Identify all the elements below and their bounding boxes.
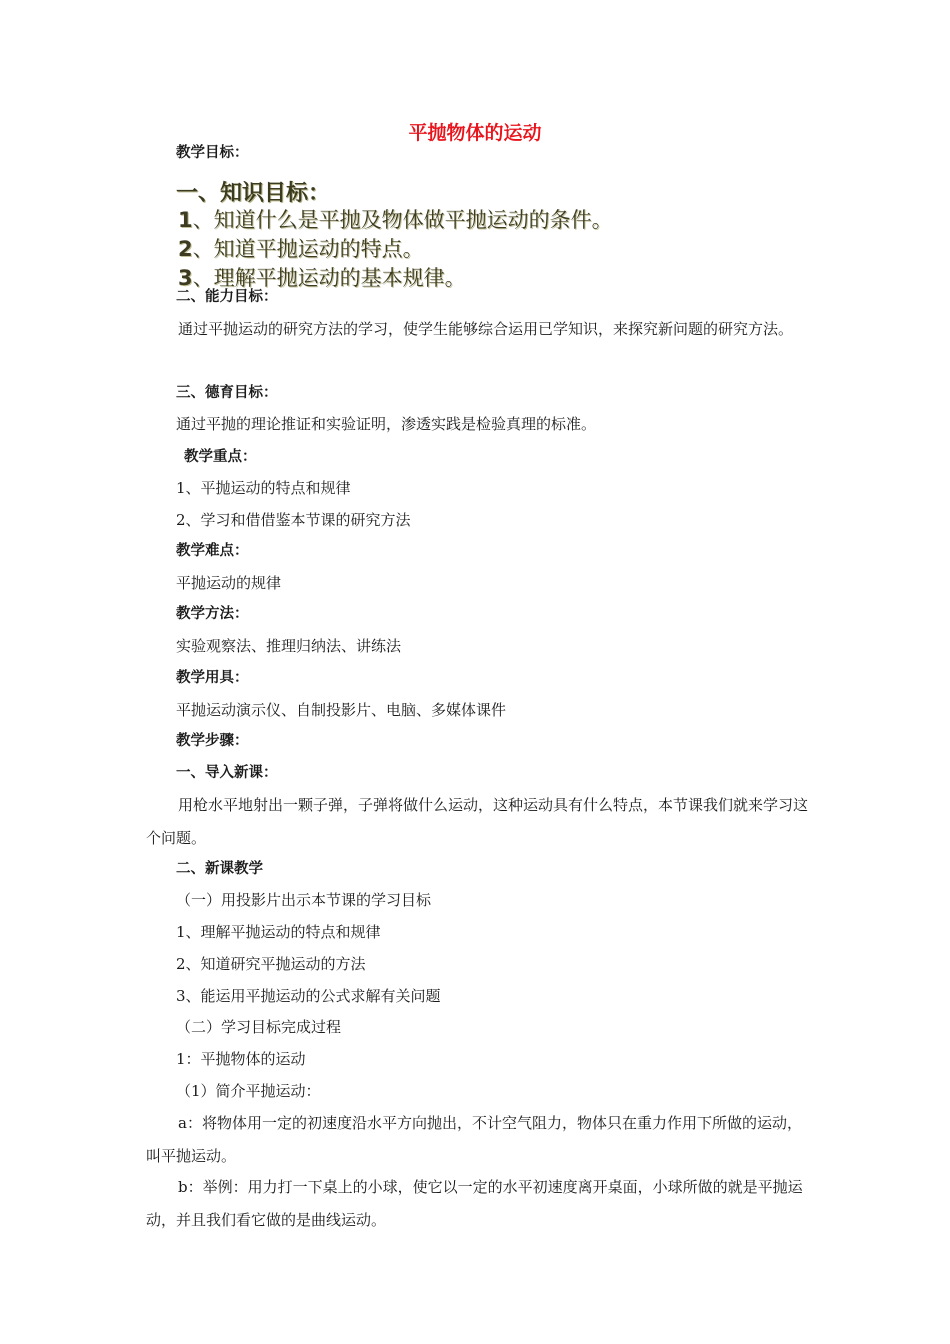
moral-heading: 三、德育目标： [176, 385, 278, 401]
knowledge-heading: 一、知识目标： [176, 181, 331, 206]
paragraph-a: a：将物体用一定的初速度沿水平方向抛出，不计空气阻力，物体只在重力作用下所做的运动，叫平抛运动。 [146, 1114, 802, 1165]
difficulty-text: 平抛运动的规律 [176, 574, 282, 592]
steps-heading: 教学步骤： [176, 733, 249, 749]
key-point-item: 2、学习和借借鉴本节课的研究方法 [176, 511, 411, 529]
objectives-heading: 教学目标： [176, 145, 249, 161]
knowledge-item: 1、知道什么是平抛及物体做平抛运动的条件。 [178, 208, 613, 232]
ability-text: 通过平抛运动的研究方法的学习，使学生能够综合运用已学知识，来探究新问题的研究方法。 [178, 320, 794, 338]
goal-item: 2、知道研究平抛运动的方法 [176, 955, 366, 973]
key-points-heading: 教学重点： [184, 449, 257, 465]
goal-item: 3、能运用平抛运动的公式求解有关问题 [176, 987, 441, 1005]
tools-text: 平抛运动演示仪、自制投影片、电脑、多媒体课件 [176, 701, 507, 719]
intro-heading: 一、导入新课： [176, 765, 278, 781]
page-title: 平抛物体的运动 [408, 122, 542, 144]
subsection-1: （一）用投影片出示本节课的学习目标 [176, 891, 432, 909]
knowledge-objectives-image [176, 176, 696, 288]
ability-heading: 二、能力目标： [176, 289, 278, 305]
knowledge-item: 2、知道平抛运动的特点。 [178, 237, 424, 261]
knowledge-item: 3、理解平抛运动的基本规律。 [178, 266, 466, 290]
tools-heading: 教学用具： [176, 670, 249, 686]
new-lesson-heading: 二、新课教学 [176, 861, 263, 877]
item-1: 1：平抛物体的运动 [176, 1050, 306, 1068]
item-1a: （1）简介平抛运动： [176, 1082, 321, 1100]
paragraph-b: b：举例：用力打一下桌上的小球，使它以一定的水平初速度离开桌面，小球所做的就是平抛运动，并且我们看它做的是曲线运动。 [146, 1178, 803, 1229]
difficulty-heading: 教学难点： [176, 543, 249, 559]
moral-text: 通过平抛的理论推证和实验证明，渗透实践是检验真理的标准。 [176, 415, 597, 433]
goal-item: 1、理解平抛运动的特点和规律 [176, 923, 381, 941]
method-heading: 教学方法： [176, 606, 249, 622]
key-point-item: 1、平抛运动的特点和规律 [176, 479, 351, 497]
method-text: 实验观察法、推理归纳法、讲练法 [176, 637, 402, 655]
intro-text: 用枪水平地射出一颗子弹，子弹将做什么运动，这种运动具有什么特点，本节课我们就来学习这个问题。 [146, 796, 809, 847]
subsection-2: （二）学习目标完成过程 [176, 1018, 342, 1036]
